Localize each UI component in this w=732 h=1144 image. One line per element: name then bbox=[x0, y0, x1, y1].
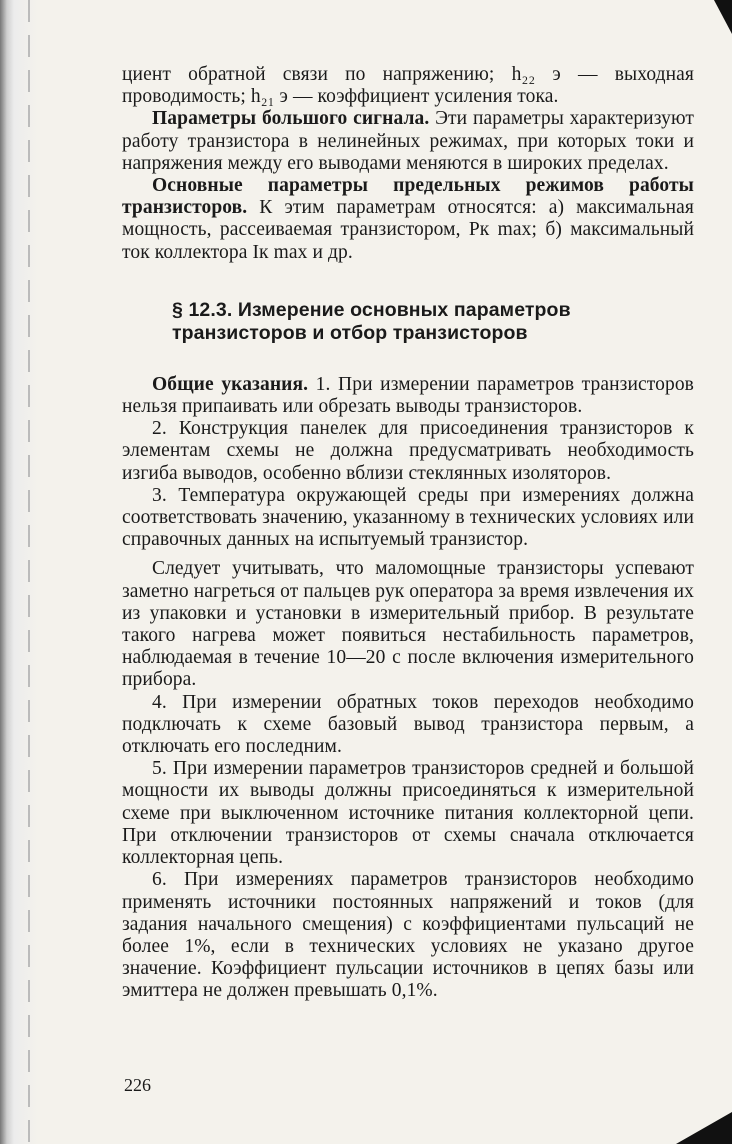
paragraph-large-signal: Параметры большого сигнала. Эти параметры характеризуют работу транзистора в нелинейных режимах, при которых токи и напряжения между его выводами меняются в широких пределах. bbox=[122, 108, 694, 174]
paragraph-general-notes: Общие указания. 1. При измерении параметров транзисторов нельзя припаивать или обрезать выводы транзисторов. bbox=[122, 373, 694, 418]
list-item-4: 4. При измерении обратных токов переходов необходимо подключать к схеме базовый вывод транзистора первым, а отключать его последним. bbox=[122, 691, 694, 758]
paragraph-h-parameters: циент обратной связи по напряжению; h₂₂ э — выходная проводимость; h₂₁ э — коэффициент усиления тока. bbox=[122, 64, 694, 108]
book-spine-shadow bbox=[0, 0, 40, 1144]
list-item-6: 6. При измерениях параметров транзисторов необходимо применять источники постоянных напряжений и токов (для задания начального смещения) с коэффициентами пульсаций не более 1%, если в технических условиях не указано другое значение. Коэффициент пульсации источников в цепях базы или эмиттера не должен превышать 0,1%. bbox=[122, 869, 694, 1002]
section-heading: § 12.3. Измерение основных параметров транзисторов и отбор транзисторов bbox=[172, 298, 571, 344]
page-corner-top bbox=[714, 0, 732, 34]
run-in-heading: Параметры большого сигнала. bbox=[152, 108, 430, 130]
page-corner-bottom bbox=[676, 1112, 732, 1144]
list-item-5: 5. При измерении параметров транзисторов средней и большой мощности их выводы должны присоединяться к измерительной схеме при выключенном источнике питания коллекторной цепи. При отключении транзисторов от схемы сначала отключается коллекторная цепь. bbox=[122, 758, 694, 869]
paragraph-heating-note: Следует учитывать, что маломощные транзисторы успевают заметно нагреться от пальцев рук оператора за время извлечения их из упаковки и установки в измерительный прибор. В результате такого нагрева может появиться нестабильность параметров, наблюдаемая в течение 10—20 с после включения измерительного прибора. bbox=[122, 558, 694, 691]
list-item-3: 3. Температура окружающей среды при измерениях должна соответствовать значению, указанному в технических условиях или справочных данных на испытуемый транзистор. bbox=[122, 484, 694, 551]
list-item-2: 2. Конструкция панелек для присоединения транзисторов к элементам схемы не должна предусматривать необходимость изгиба выводов, особенно вблизи стеклянных изоляторов. bbox=[122, 418, 694, 484]
run-in-heading: Основные параметры предельных режимов работы транзисторов. bbox=[122, 175, 694, 219]
run-in-heading: Общие указания. bbox=[152, 373, 309, 395]
page-number: 226 bbox=[124, 1075, 151, 1095]
paragraph-limit-modes: Основные параметры предельных режимов работы транзисторов. К этим параметрам относятся: а) максимальная мощность, рассеиваемая транзистором, Pк max; б) максимальный ток коллектора Iк max и др. bbox=[122, 175, 694, 263]
page-body bbox=[122, 64, 694, 1003]
